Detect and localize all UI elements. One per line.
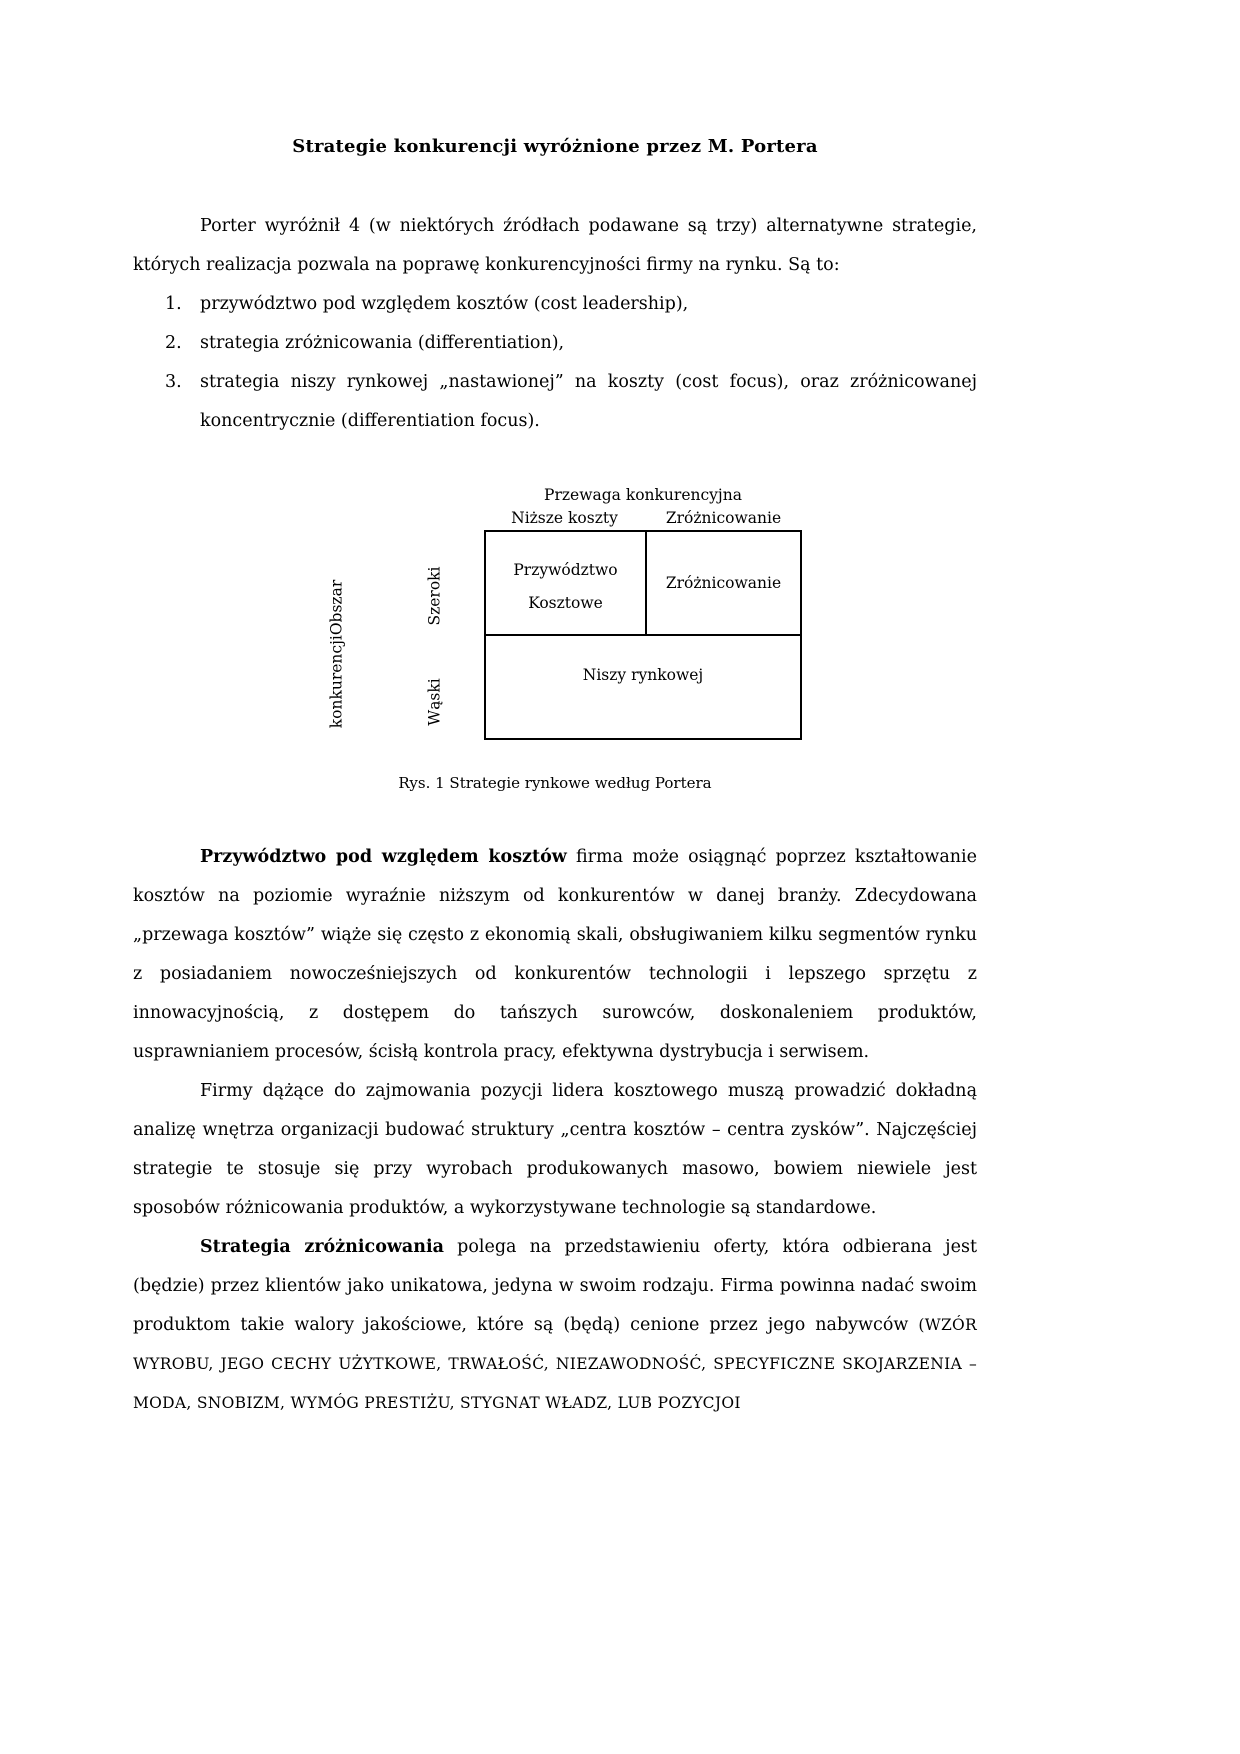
matrix-row-label-narrow: Wąski bbox=[425, 678, 444, 726]
list-item bbox=[133, 363, 977, 441]
paragraph-caps-text: (WZÓR WYROBU, JEGO CECHY UŻYTKOWE, TRWAŁOŚĆ, NIEZAWODNOŚĆ, SPECYFICZNE SKOJARZENIA – MODA, SNOBIZM, WYMÓG PRESTIŻU, STYGNAT WŁADZ, LUB POZYCJOI bbox=[133, 1316, 977, 1412]
list-item-number: 3. bbox=[165, 372, 182, 392]
list-item-text: strategia niszy rynkowej „nastawionej” na koszty (cost focus), oraz zróżnicowanej koncentrycznie (differentiation focus). bbox=[200, 372, 977, 431]
matrix-cell-cost-leadership bbox=[486, 554, 645, 620]
list-item bbox=[133, 285, 977, 324]
page-title: Strategie konkurencji wyróżnione przez M. Portera bbox=[292, 136, 818, 157]
page-content bbox=[133, 136, 977, 1423]
list-item-number: 1. bbox=[165, 294, 182, 314]
list-item-text: przywództwo pod względem kosztów (cost leadership), bbox=[200, 294, 689, 314]
list-item-number: 2. bbox=[165, 333, 182, 353]
paragraph-cost-leadership bbox=[133, 838, 977, 1072]
paragraph-text: firma może osiągnąć poprzez kształtowanie kosztów na poziomie wyraźnie niższym od konkurentów w danej branży. Zdecydowana „przewaga kosztów” wiąże się często z ekonomią skali, obsługiwaniem kilku segmentów rynku z posiadaniem nowocześniejszych od konkurentów technologii i lepszego sprzętu z innowacyjnością, z dostępem do tańszych surowców, doskonaleniem produktów, usprawnianiem procesów, ścisłą kontrola pracy, efektywna dystrybucja i serwisem. bbox=[133, 847, 977, 1062]
matrix-cell-cost-leadership-line1: Przywództwo bbox=[513, 561, 618, 579]
paragraph-lead-bold: Strategia zróżnicowania bbox=[200, 1237, 444, 1257]
list-item-text: strategia zróżnicowania (differentiation), bbox=[200, 333, 565, 353]
matrix-cell-market-niche: Niszy rynkowej bbox=[582, 666, 704, 684]
intro-paragraph: Porter wyróżnił 4 (w niektórych źródłach podawane są trzy) alternatywne strategie, których realizacja pozwala na poprawę konkurencyjności firmy na rynku. Są to: bbox=[133, 216, 977, 275]
figure-caption: Rys. 1 Strategie rynkowe według Portera bbox=[398, 774, 712, 792]
paragraph-text: polega na przedstawieniu oferty, która odbierana jest (będzie) przez klientów jako unikatowa, jedyna w swoim rodzaju. Firma powinna nadać swoim produktom takie walory jakościowe, które są (będą) cenione przez jego nabywców bbox=[133, 1237, 977, 1335]
porter-strategy-matrix bbox=[133, 484, 977, 746]
matrix-left-axis-label: konkurencjiObszar bbox=[327, 579, 346, 729]
matrix-column-label-differentiation: Zróżnicowanie bbox=[665, 509, 782, 527]
paragraph-lead-bold: Przywództwo pod względem kosztów bbox=[200, 847, 567, 867]
matrix-row-label-broad: Szeroki bbox=[425, 566, 444, 626]
matrix-horizontal-divider bbox=[484, 634, 802, 636]
matrix-column-label-lower-costs: Niższe koszty bbox=[511, 509, 618, 527]
list-item bbox=[133, 324, 977, 363]
matrix-cell-cost-leadership-line2: Kosztowe bbox=[528, 594, 603, 612]
matrix-cell-differentiation: Zróżnicowanie bbox=[665, 574, 782, 592]
paragraph-cost-leader-firms: Firmy dążące do zajmowania pozycji lidera kosztowego muszą prowadzić dokładną analizę wnętrza organizacji budować struktury „centra kosztów – centra zysków”. Najczęściej strategie te stosuje się przy wyrobach produkowanych masowo, bowiem niewiele jest sposobów różnicowania produktów, a wykorzystywane technologie są standardowe. bbox=[133, 1081, 977, 1218]
strategy-list bbox=[133, 285, 977, 441]
matrix-top-axis-label: Przewaga konkurencyjna bbox=[544, 486, 742, 504]
paragraph-differentiation-strategy bbox=[133, 1228, 977, 1423]
